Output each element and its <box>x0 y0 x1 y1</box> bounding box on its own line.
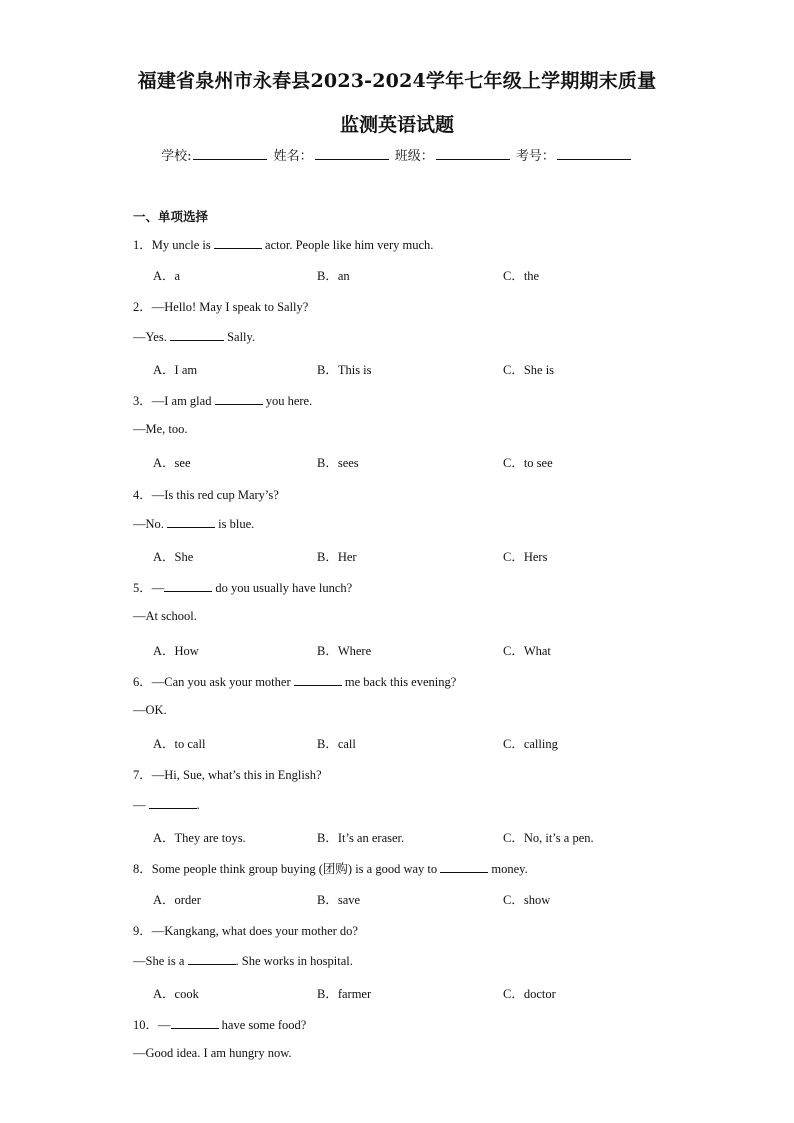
question-text: money. <box>488 862 528 876</box>
question-text: 8．Some people think group buying (团购) is a good way to <box>133 862 441 876</box>
question-5-option-c: C．What <box>503 644 551 658</box>
question-6-option-a: A．to call <box>153 737 206 751</box>
question-4-line-1 <box>133 485 279 503</box>
question-3-option-c: C．to see <box>503 456 553 470</box>
question-2-option-b: B．This is <box>317 363 372 377</box>
question-7-option-c: C．No, it’s a pen. <box>503 831 594 845</box>
question-text: —At school. <box>133 609 197 623</box>
question-5-option-a: A．How <box>153 644 199 658</box>
question-text: 7．—Hi, Sue, what’s this in English? <box>133 768 322 782</box>
question-3-option-a: A．see <box>153 456 191 470</box>
class-label: 班级： <box>394 149 434 164</box>
question-8-option-c: C．show <box>503 893 551 907</box>
question-3-line-2 <box>133 422 188 437</box>
question-5-option-b: B．Where <box>317 644 372 658</box>
question-5-line-1 <box>133 578 352 596</box>
question-text: 4．—Is this red cup Mary’s? <box>133 488 279 502</box>
question-3-option-b: B．sees <box>317 456 359 470</box>
answer-blank <box>188 953 236 965</box>
question-4-option-a: A．She <box>153 550 194 564</box>
question-text: —OK. <box>133 703 167 717</box>
question-4-line-2 <box>133 516 254 532</box>
question-text: Sally. <box>223 330 256 344</box>
question-9-line-1 <box>133 921 358 939</box>
question-text: —Good idea. I am hungry now. <box>133 1046 292 1060</box>
question-1-option-c: C．the <box>503 269 540 283</box>
answer-blank <box>164 580 212 592</box>
exam-title-line2: 监测英语试题 <box>339 114 454 136</box>
question-text: actor. People like him very much. <box>261 238 434 252</box>
question-9-option-c: C．doctor <box>503 987 556 1001</box>
question-8-option-b: B．save <box>317 893 361 907</box>
answer-blank <box>167 516 215 528</box>
question-6-option-c: C．calling <box>503 737 558 751</box>
question-text: you here. <box>262 394 313 408</box>
question-6-line-1 <box>133 672 456 690</box>
question-text: 2．—Hello! May I speak to Sally? <box>133 300 309 314</box>
question-text: 10．— <box>133 1018 171 1032</box>
question-9-option-b: B．farmer <box>317 987 372 1001</box>
question-7-line-2 <box>133 797 200 813</box>
question-text: do you usually have lunch? <box>212 581 353 595</box>
class-blank <box>436 147 510 160</box>
question-text: 1．My uncle is <box>133 238 214 252</box>
question-text: is blue. <box>215 517 255 531</box>
school-label: 学校: <box>161 149 192 164</box>
question-4-option-b: B．Her <box>317 550 357 564</box>
question-text: 6．—Can you ask your mother <box>133 675 294 689</box>
answer-blank <box>440 861 488 873</box>
question-text: me back this evening? <box>341 675 457 689</box>
question-text: . She works in hospital. <box>235 954 353 968</box>
question-text: —Yes. <box>133 330 170 344</box>
question-3-line-1 <box>133 391 312 409</box>
question-text: —She is a <box>133 954 188 968</box>
question-9-option-a: A．cook <box>153 987 199 1001</box>
student-info-row <box>0 145 794 164</box>
question-text: 3．—I am glad <box>133 394 215 408</box>
exam-number-label: 考号： <box>515 149 555 164</box>
section-title: 一、单项选择 <box>133 209 209 224</box>
answer-blank <box>214 237 262 249</box>
question-5-line-2 <box>133 609 197 624</box>
question-6-line-2 <box>133 703 167 718</box>
question-text: . <box>196 798 200 812</box>
question-1-option-a: A．a <box>153 269 181 283</box>
question-text: —Me, too. <box>133 422 188 436</box>
question-text: 5．— <box>133 581 165 595</box>
question-10-line-2 <box>133 1046 292 1061</box>
question-2-line-1 <box>133 297 308 315</box>
question-text: 9．—Kangkang, what does your mother do? <box>133 924 358 938</box>
question-text: —No. <box>133 517 168 531</box>
question-6-option-b: B．call <box>317 737 356 751</box>
school-blank <box>193 147 267 160</box>
answer-blank <box>171 1017 219 1029</box>
answer-blank <box>215 393 263 405</box>
question-8-option-a: A．order <box>153 893 201 907</box>
question-7-option-b: B．It’s an eraser. <box>317 831 405 845</box>
question-4-option-c: C．Hers <box>503 550 548 564</box>
question-1-option-b: B．an <box>317 269 350 283</box>
exam-title-line1: 福建省泉州市永春县2023-2024学年七年级上学期期末质量 <box>137 70 657 92</box>
question-8-line-1 <box>133 859 528 877</box>
answer-blank <box>149 797 197 809</box>
answer-blank <box>170 329 224 341</box>
question-10-line-1 <box>133 1015 306 1033</box>
question-7-option-a: A．They are toys. <box>153 831 246 845</box>
question-9-line-2 <box>133 953 353 969</box>
question-2-option-a: A．I am <box>153 363 198 377</box>
question-2-line-2 <box>133 329 255 345</box>
name-blank <box>315 147 389 160</box>
question-text: — <box>133 798 149 812</box>
exam-number-blank <box>557 147 631 160</box>
question-1-line-1 <box>133 235 433 253</box>
answer-blank <box>294 674 342 686</box>
question-2-option-c: C．She is <box>503 363 555 377</box>
name-label: 姓名： <box>273 149 313 164</box>
question-7-line-1 <box>133 765 322 783</box>
question-text: have some food? <box>218 1018 307 1032</box>
